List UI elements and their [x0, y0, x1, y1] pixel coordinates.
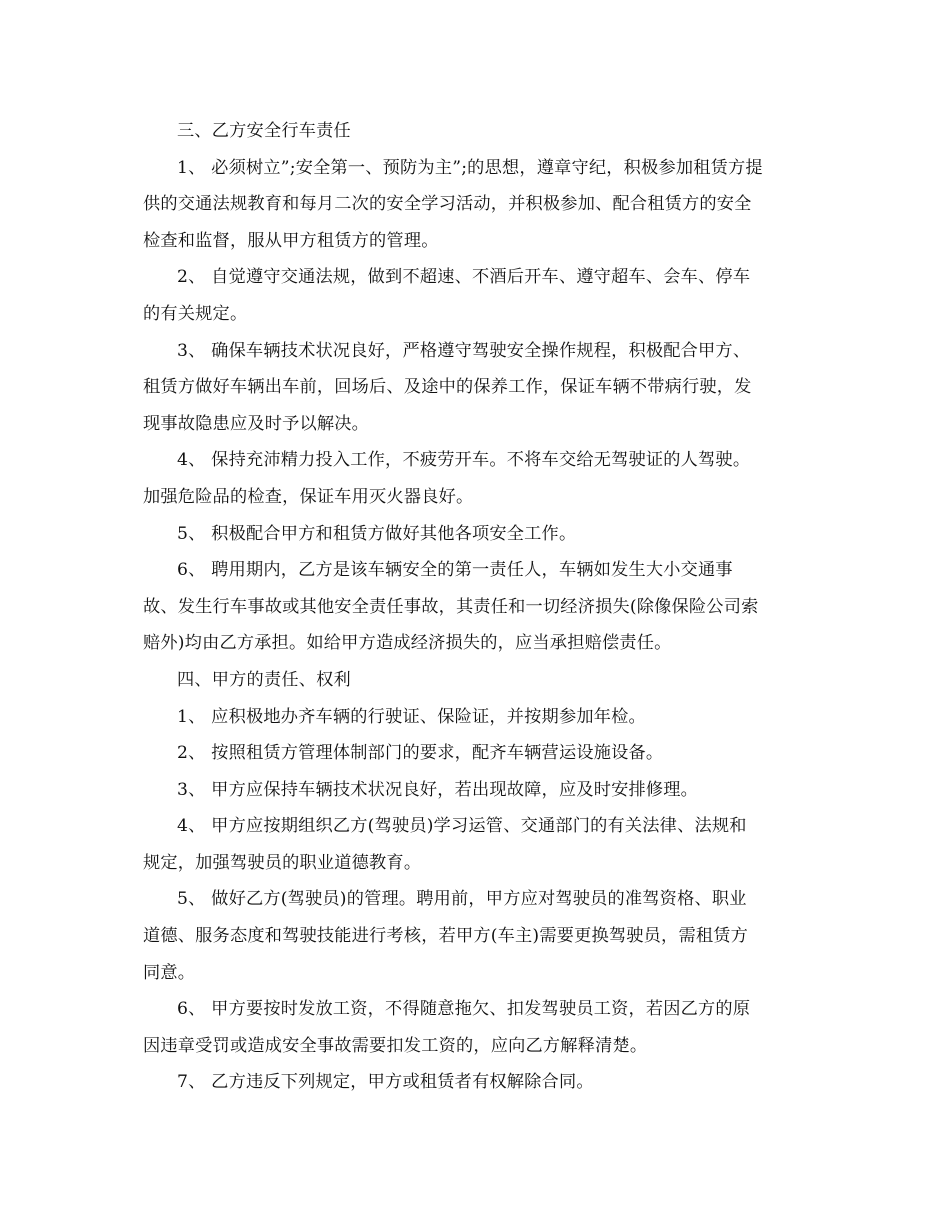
section-4-item-4 [143, 808, 811, 881]
text-line: 4、 保持充沛精力投入工作，不疲劳开车。不将车交给无驾驶证的人驾驶。 [177, 450, 751, 471]
section-4-item-3 [143, 772, 811, 809]
section-4-item-6 [143, 991, 811, 1064]
section-3-item-5 [143, 516, 811, 553]
text-line: 1、 必须树立”;安全第一、预防为主”;的思想，遵章守纪，积极参加租赁方提 [177, 157, 763, 178]
text-line: 规定，加强驾驶员的职业道德教育。 [143, 852, 422, 873]
section-3-item-6 [143, 552, 811, 662]
text-line: 租赁方做好车辆出车前，回场后、及途中的保养工作，保证车辆不带病行驶，发 [143, 377, 752, 398]
section-3-item-1 [143, 150, 811, 260]
text-line: 2、 按照租赁方管理体制部门的要求，配齐车辆营运设施设备。 [177, 743, 664, 764]
text-line: 三、乙方安全行车责任 [177, 121, 351, 141]
text-line: 道德、服务态度和驾驶技能进行考核，若甲方(车主)需要更换驾驶员，需租赁方 [143, 926, 748, 947]
text-line: 2、 自觉遵守交通法规，做到不超速、不酒后开车、遵守超车、会车、停车 [177, 267, 751, 288]
document-body [143, 113, 811, 1101]
text-line: 6、 聘用期内，乙方是该车辆安全的第一责任人，车辆如发生大小交通事 [177, 560, 733, 581]
section-4-item-7 [143, 1064, 811, 1101]
section-4-heading [143, 662, 811, 699]
text-line: 因违章受罚或造成安全事故需要扣发工资的，应向乙方解释清楚。 [143, 1035, 648, 1056]
section-3-heading [143, 113, 811, 150]
section-4-item-1 [143, 699, 811, 736]
text-line: 3、 甲方应保持车辆技术状况良好，若出现故障，应及时安排修理。 [177, 779, 699, 800]
text-line: 7、 乙方违反下列规定，甲方或租赁者有权解除合同。 [177, 1072, 594, 1093]
section-4-item-5 [143, 881, 811, 991]
section-3-item-2 [143, 259, 811, 332]
text-line: 同意。 [143, 962, 196, 983]
text-line: 现事故隐患应及时予以解决。 [143, 413, 370, 434]
text-line: 的有关规定。 [143, 303, 248, 324]
text-line: 1、 应积极地办齐车辆的行驶证、保险证，并按期参加年检。 [177, 706, 646, 727]
text-line: 5、 做好乙方(驾驶员)的管理。聘用前，甲方应对驾驶员的准驾资格、职业 [177, 889, 747, 910]
text-line: 供的交通法规教育和每月二次的安全学习活动，并积极参加、配合租赁方的安全 [143, 194, 752, 215]
section-3-item-4 [143, 442, 811, 515]
text-line: 3、 确保车辆技术状况良好，严格遵守驾驶安全操作规程，积极配合甲方、 [177, 340, 751, 361]
text-line: 4、 甲方应按期组织乙方(驾驶员)学习运管、交通部门的有关法律、法规和 [177, 816, 747, 837]
section-4-item-2 [143, 735, 811, 772]
text-line: 赔外)均由乙方承担。如给甲方造成经济损失的，应当承担赔偿责任。 [143, 633, 672, 654]
text-line: 加强危险品的检查，保证车用灭火器良好。 [143, 486, 474, 507]
text-line: 检查和监督，服从甲方租赁方的管理。 [143, 230, 439, 251]
text-line: 四、甲方的责任、权利 [177, 669, 351, 690]
section-3-item-3 [143, 333, 811, 443]
text-line: 故、发生行车事故或其他安全责任事故，其责任和一切经济损失(除像保险公司索 [143, 596, 759, 617]
text-line: 6、 甲方要按时发放工资，不得随意拖欠、扣发驾驶员工资，若因乙方的原 [177, 999, 751, 1020]
text-line: 5、 积极配合甲方和租赁方做好其他各项安全工作。 [177, 523, 577, 544]
